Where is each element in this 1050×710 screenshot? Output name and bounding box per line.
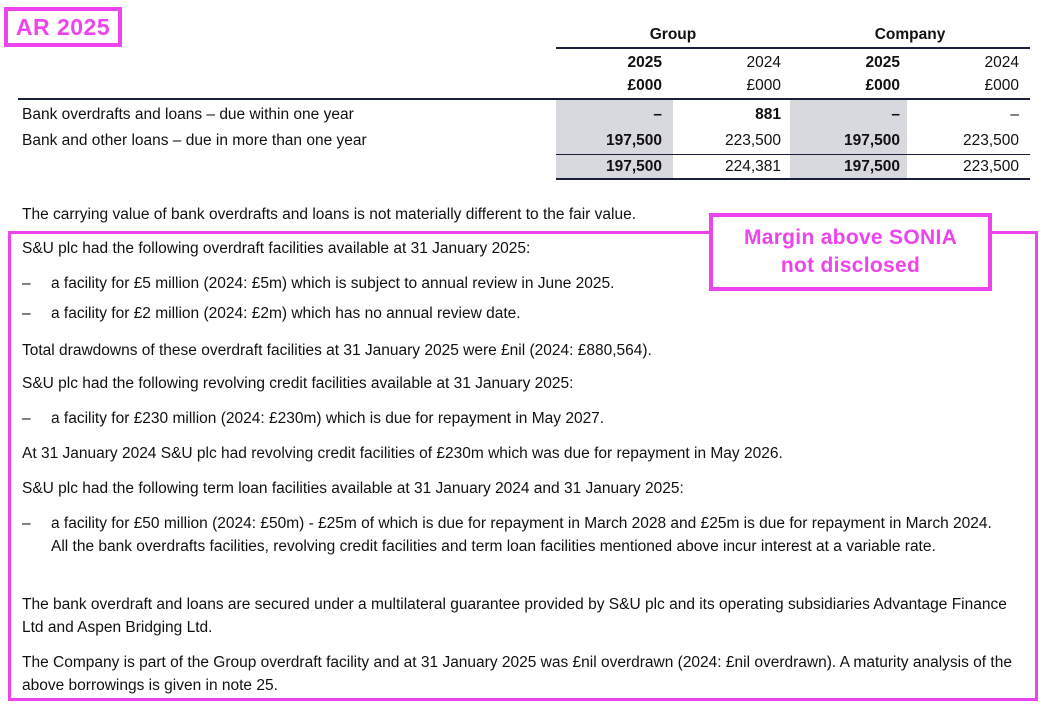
col-group-2024-unit: £000 [746,77,781,94]
row-label-due-within-year: Bank overdrafts and loans – due within one year [22,106,354,123]
company-header: Company [874,26,946,43]
subtotal-rule [556,154,1030,155]
table-cell: 881 [755,106,781,123]
bullet-text: a facility for £5 million (2024: £5m) which is subject to annual review in June 2025. [51,275,615,292]
row-label-due-more-than-year: Bank and other loans – due in more than one year [22,132,367,149]
total-cell: 224,381 [724,158,781,175]
table-cell: 223,500 [724,132,781,149]
table-cell: – [1010,106,1019,123]
bullet-text: a facility for £230 million (2024: £230m) which is due for repayment in May 2027. [51,410,605,427]
col-company-2024-unit: £000 [984,77,1019,94]
header-rule [556,47,1030,49]
col-group-2025-year: 2025 [627,54,662,71]
col-company-2025-unit: £000 [865,77,900,94]
table-cell: 223,500 [962,132,1019,149]
total-cell: 197,500 [605,158,662,175]
dash-bullet: – [22,275,31,292]
security-text: The bank overdraft and loans are secured under a multilateral guarantee provided by S&U plc and its operating subsidiaries Advantage Finance Ltd and Aspen Bridging Ltd. [22,596,1007,636]
col-group-2024-year: 2024 [746,54,781,71]
col-company-2025-year: 2025 [865,54,900,71]
table-top-rule [18,98,1030,100]
bullet-text: a facility for £2 million (2024: £2m) which has no annual review date. [51,305,521,322]
margin-note-box [709,213,992,291]
carrying-value-text: The carrying value of bank overdrafts and loans is not materially different to the fair value. [22,206,637,223]
overdraft-intro: S&U plc had the following overdraft facilities available at 31 January 2025: [22,240,531,257]
total-cell: 197,500 [843,158,900,175]
dash-bullet: – [22,515,31,532]
term-loan-intro: S&U plc had the following term loan facilities available at 31 January 2024 and 31 January 2025: [22,480,684,497]
total-rule [556,178,1030,180]
bullet-text: a facility for £50 million (2024: £50m) - £25m of which is due for repayment in March 2028 and £25m is due for repayment in March 2024. All the bank overdrafts facilities, revolving credit facilities and term loan facilities mentioned above incur interest at a variable rate. [51,515,992,555]
table-cell: 197,500 [843,132,900,149]
margin-note-line-1: Margin above SONIA [743,226,958,249]
year-tag: AR 2025 [4,7,122,47]
table-cell: 197,500 [605,132,662,149]
group-header: Group [649,26,697,43]
margin-note-line-2: not disclosed [780,254,921,277]
table-cell: – [653,106,662,123]
borrowings-table [0,0,1050,185]
rcf-2024-text: At 31 January 2024 S&U plc had revolving credit facilities of £230m which was due for repayment in May 2026. [22,445,783,462]
dash-bullet: – [22,305,31,322]
rcf-intro: S&U plc had the following revolving credit facilities available at 31 January 2025: [22,375,574,392]
company-part-text: The Company is part of the Group overdraft facility and at 31 January 2025 was £nil overdrawn (2024: £nil overdrawn). A maturity analysis of the above borrowings is given in note 25. [22,654,1012,694]
table-cell: – [891,106,900,123]
drawdowns-text: Total drawdowns of these overdraft facilities at 31 January 2025 were £nil (2024: £880,564). [22,342,652,359]
col-group-2025-unit: £000 [627,77,662,94]
dash-bullet: – [22,410,31,427]
col-company-2024-year: 2024 [984,54,1019,71]
total-cell: 223,500 [962,158,1019,175]
